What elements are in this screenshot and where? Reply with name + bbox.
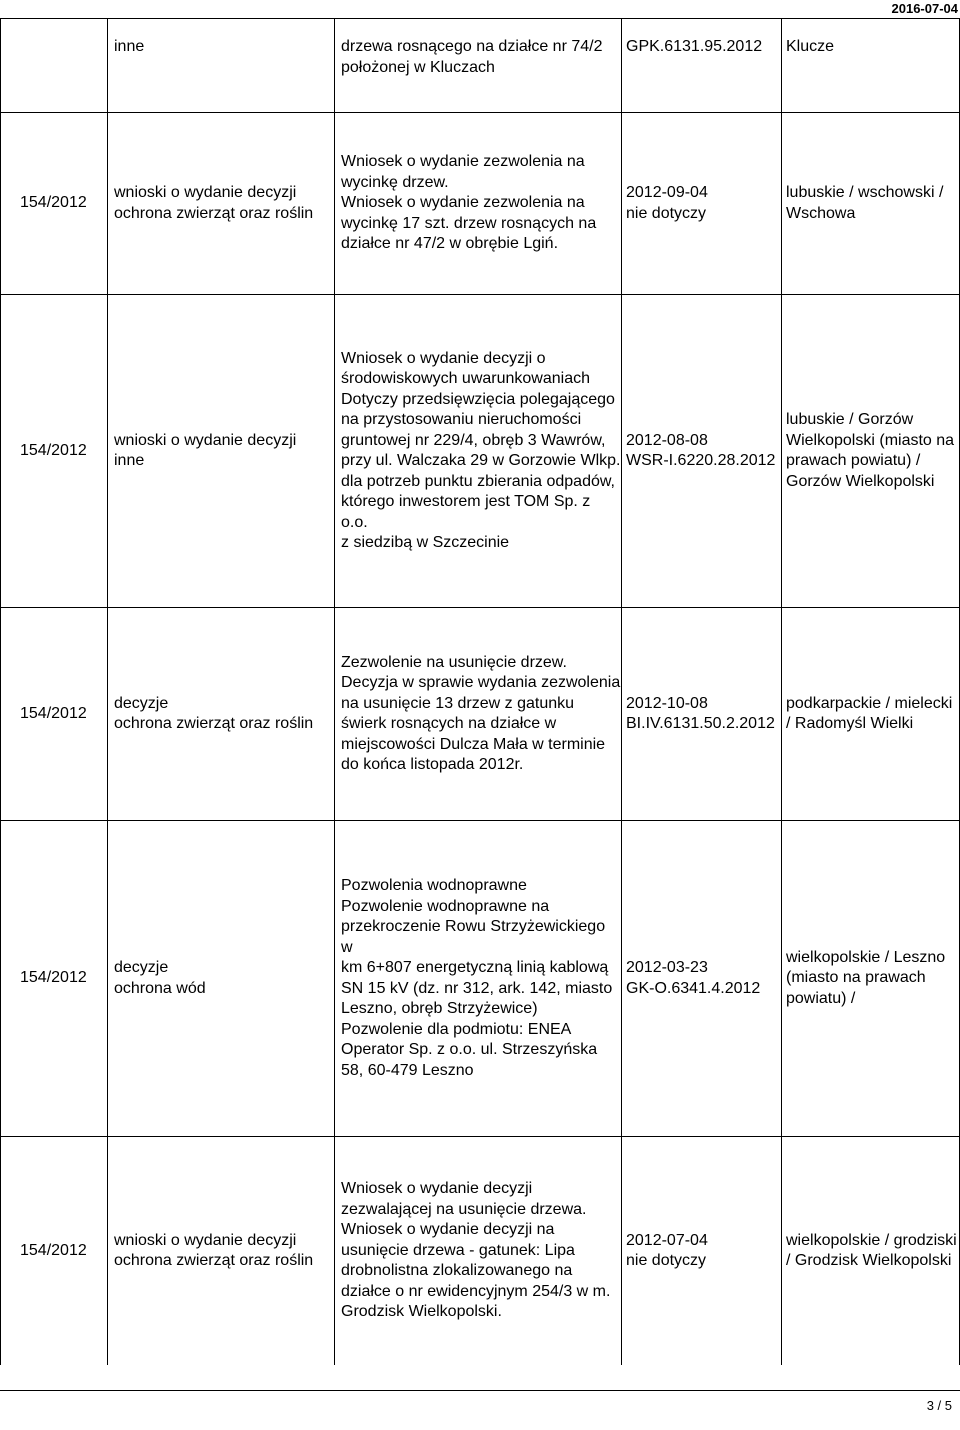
cell-date-ref: 2012-10-08 BI.IV.6131.50.2.2012 (626, 694, 775, 732)
cell-category: decyzje ochrona zwierząt oraz roślin (114, 694, 314, 732)
cell-date-ref: 2012-09-04 nie dotyczy (626, 184, 708, 222)
cell-description: Zezwolenie na usunięcie drzew. Decyzja w sprawie wydania zezwolenia na usunięcie 13 drzew z gatunku świerk rosnących na działce w miejscowości Dulcza Mała w terminie do końca listopada 2012r. (341, 653, 621, 773)
table-row (0, 821, 960, 1136)
cell-nr (20, 19, 108, 112)
cell-description: Pozwolenia wodnoprawne Pozwolenie wodnoprawne na przekroczenie Rowu Strzyżewickiego w km 6+807 energetyczną linią kablową SN 15 kV (dz. nr 312, ark. 142, miasto Leszno, obręb Strzyżewice) Pozwolenie dla podmiotu: ENEA Operator Sp. z o.o. ul. Strzeszyńska 58, 60-479 Leszno (341, 877, 613, 1079)
footer-rule (0, 1390, 960, 1391)
table-row (0, 295, 960, 607)
cell-location: lubuskie / Gorzów Wielkopolski (miasto na prawach powiatu) / Gorzów Wielkopolski (786, 411, 955, 490)
cell-date-ref: 2012-07-04 nie dotyczy (626, 1231, 708, 1269)
cell-nr: 154/2012 (20, 704, 87, 722)
page-number: 3 / 5 (926, 1398, 952, 1413)
cell-nr: 154/2012 (20, 1241, 87, 1259)
cell-nr: 154/2012 (20, 194, 87, 212)
cell-location: wielkopolskie / Leszno (miasto na prawach powiatu) / (786, 948, 946, 1007)
cell-nr: 154/2012 (20, 969, 87, 987)
table-row (0, 19, 960, 112)
cell-category: wnioski o wydanie decyzji ochrona zwierząt oraz roślin (114, 1231, 314, 1269)
cell-nr: 154/2012 (20, 441, 87, 459)
cell-date-ref: 2012-03-23 GK-O.6341.4.2012 (626, 959, 761, 997)
header-date: 2016-07-04 (891, 1, 958, 16)
cell-location: wielkopolskie / grodziski / Grodzisk Wielkopolski (786, 1231, 957, 1269)
cell-category: decyzje ochrona wód (114, 959, 206, 997)
table-row (0, 113, 960, 294)
cell-category: inne (114, 38, 145, 55)
cell-location: lubuskie / wschowski / Wschowa (786, 184, 944, 222)
cell-date-ref: GPK.6131.95.2012 (626, 38, 763, 55)
cell-category: wnioski o wydanie decyzji inne (114, 431, 297, 469)
cell-location: podkarpackie / mielecki / Radomyśl Wielki (786, 694, 953, 732)
cell-location: Klucze (786, 38, 835, 55)
cell-date-ref: 2012-08-08 WSR-I.6220.28.2012 (626, 431, 776, 469)
cell-description: Wniosek o wydanie zezwolenia na wycinkę drzew. Wniosek o wydanie zezwolenia na wycinkę 17 szt. drzew rosnących na działce nr 47/2 w obrębie Lgiń. (341, 153, 597, 253)
table-row (0, 1137, 960, 1365)
cell-category: wnioski o wydanie decyzji ochrona zwierząt oraz roślin (114, 184, 314, 222)
cell-description: Wniosek o wydanie decyzji o środowiskowych uwarunkowaniach Dotyczy przedsięwzięcia polegającego na przystosowaniu nieruchomości gruntowej nr 229/4, obręb 3 Wawrów, przy ul. Walczaka 29 w Gorzowie Wlkp. dla potrzeb punktu zbierania odpadów, którego inwestorem jest TOM Sp. z o.o. z siedzibą w Szczecinie (341, 349, 621, 551)
cell-description: Wniosek o wydanie decyzji zezwalającej na usunięcie drzewa. Wniosek o wydanie decyzji na usunięcie drzewa - gatunek: Lipa drobnolistna zlokalizowanego na działce o nr ewidencyjnym 254/3 w m. Grodzisk Wielkopolski. (341, 1180, 611, 1321)
table-row (0, 608, 960, 820)
cell-description: drzewa rosnącego na działce nr 74/2 położonej w Kluczach (341, 38, 603, 76)
